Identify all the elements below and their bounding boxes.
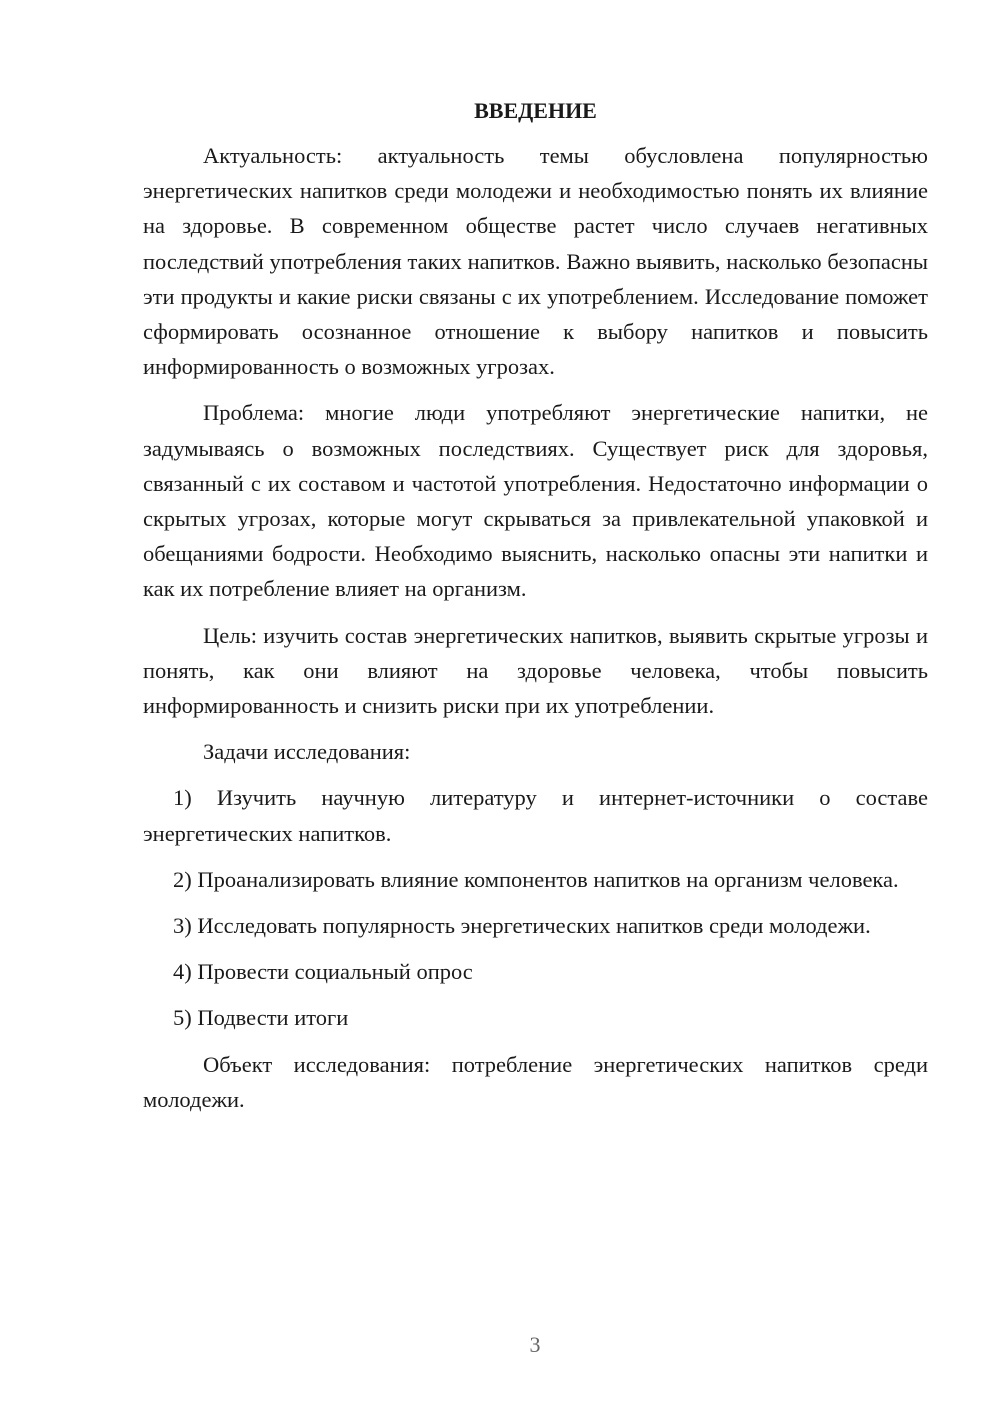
relevance-paragraph: Актуальность: актуальность темы обусловлена популярностью энергетических напитков среди молодежи и необходимостью понять их влияние на здоровье. В современном обществе растет число случаев негативных последствий употребления таких напитков. Важно выявить, насколько безопасны эти продукты и какие риски связаны с их употреблением. Исследование поможет сформировать осознанное отношение к выбору напитков и повысить информированность о возможных угрозах. [143,143,928,380]
page-number: 3 [529,1332,541,1357]
tasks-label: Задачи исследования: [203,739,411,765]
object-paragraph: Объект исследования: потребление энергетических напитков среди молодежи. [143,1051,928,1112]
document-page [143,96,928,1128]
task-item-3: 3) Исследовать популярность энергетических напитков среди молодежи. [173,913,871,939]
task-item-1: 1) Изучить научную литературу и интернет-источники о составе энергетических напитков. [143,785,928,846]
page-title: ВВЕДЕНИЕ [474,98,597,123]
problem-paragraph: Проблема: многие люди употребляют энергетические напитки, не задумываясь о возможных последствиях. Существует риск для здоровья, связанный с их составом и частотой употребления. Недостаточно информации о скрытых угрозах, которые могут скрываться за привлекательной упаковкой и обещаниями бодрости. Необходимо выяснить, насколько опасны эти напитки и как их потребление влияет на организм. [143,400,928,602]
task-item-4: 4) Провести социальный опрос [173,959,473,985]
goal-paragraph: Цель: изучить состав энергетических напитков, выявить скрытые угрозы и понять, как они влияют на здоровье человека, чтобы повысить информированность и снизить риски при их употреблении. [143,622,928,719]
task-item-5: 5) Подвести итоги [173,1005,349,1031]
task-item-2: 2) Проанализировать влияние компонентов напитков на организм человека. [173,866,899,892]
